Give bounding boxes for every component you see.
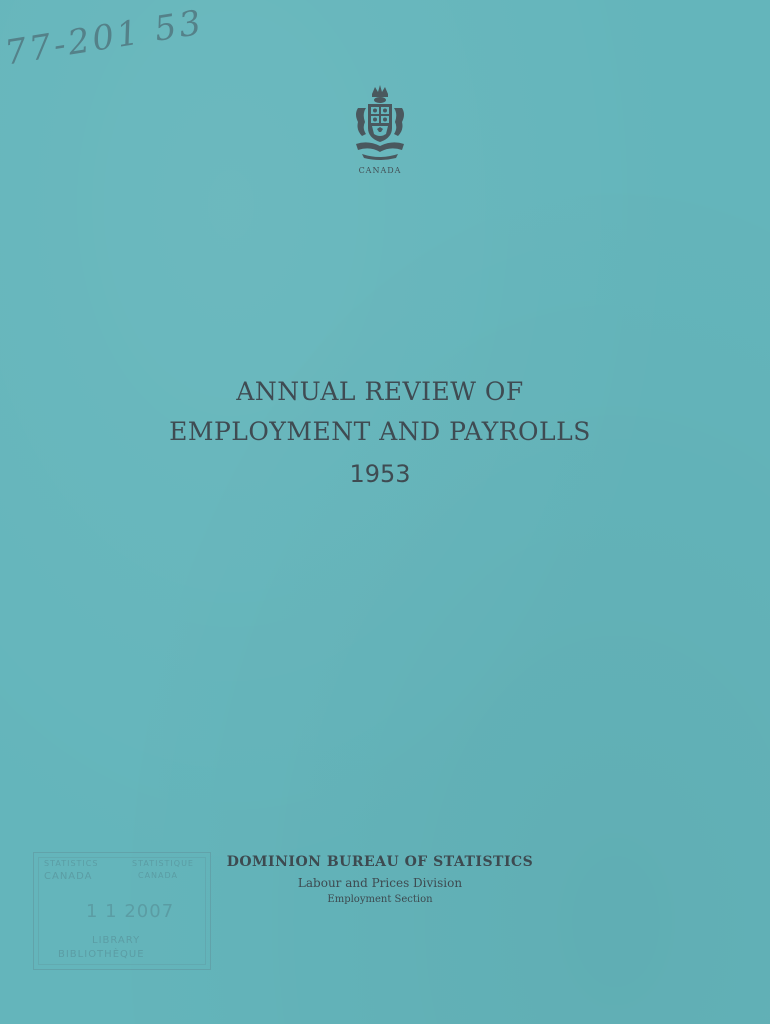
title-block: [0, 372, 760, 488]
publisher-block: [180, 854, 580, 905]
crest-label: CANADA: [358, 166, 402, 175]
publisher-division: Labour and Prices Division: [297, 876, 463, 890]
stamp-line3: LIBRARY: [92, 935, 141, 946]
publisher-section: Employment Section: [327, 894, 433, 905]
stamp-line1-left: STATISTICS: [44, 859, 99, 868]
stamp-line2-left: CANADA: [44, 871, 93, 882]
title-line-2: EMPLOYMENT AND PAYROLLS: [169, 417, 591, 446]
handwritten-catalogue-note: 77-201 53: [2, 2, 207, 74]
stamp-line4: BIBLIOTHÈQUE: [58, 949, 145, 960]
canada-coat-of-arms-icon: [350, 84, 410, 160]
publisher-bureau: DOMINION BUREAU OF STATISTICS: [226, 854, 534, 870]
stamp-line1-right: STATISTIQUE: [132, 859, 194, 868]
title-line-1: ANNUAL REVIEW OF: [236, 377, 524, 406]
stamp-line2-right: CANADA: [138, 871, 179, 880]
stamp-date: 1 1 2007: [86, 901, 175, 922]
title-year: 1953: [349, 460, 411, 488]
